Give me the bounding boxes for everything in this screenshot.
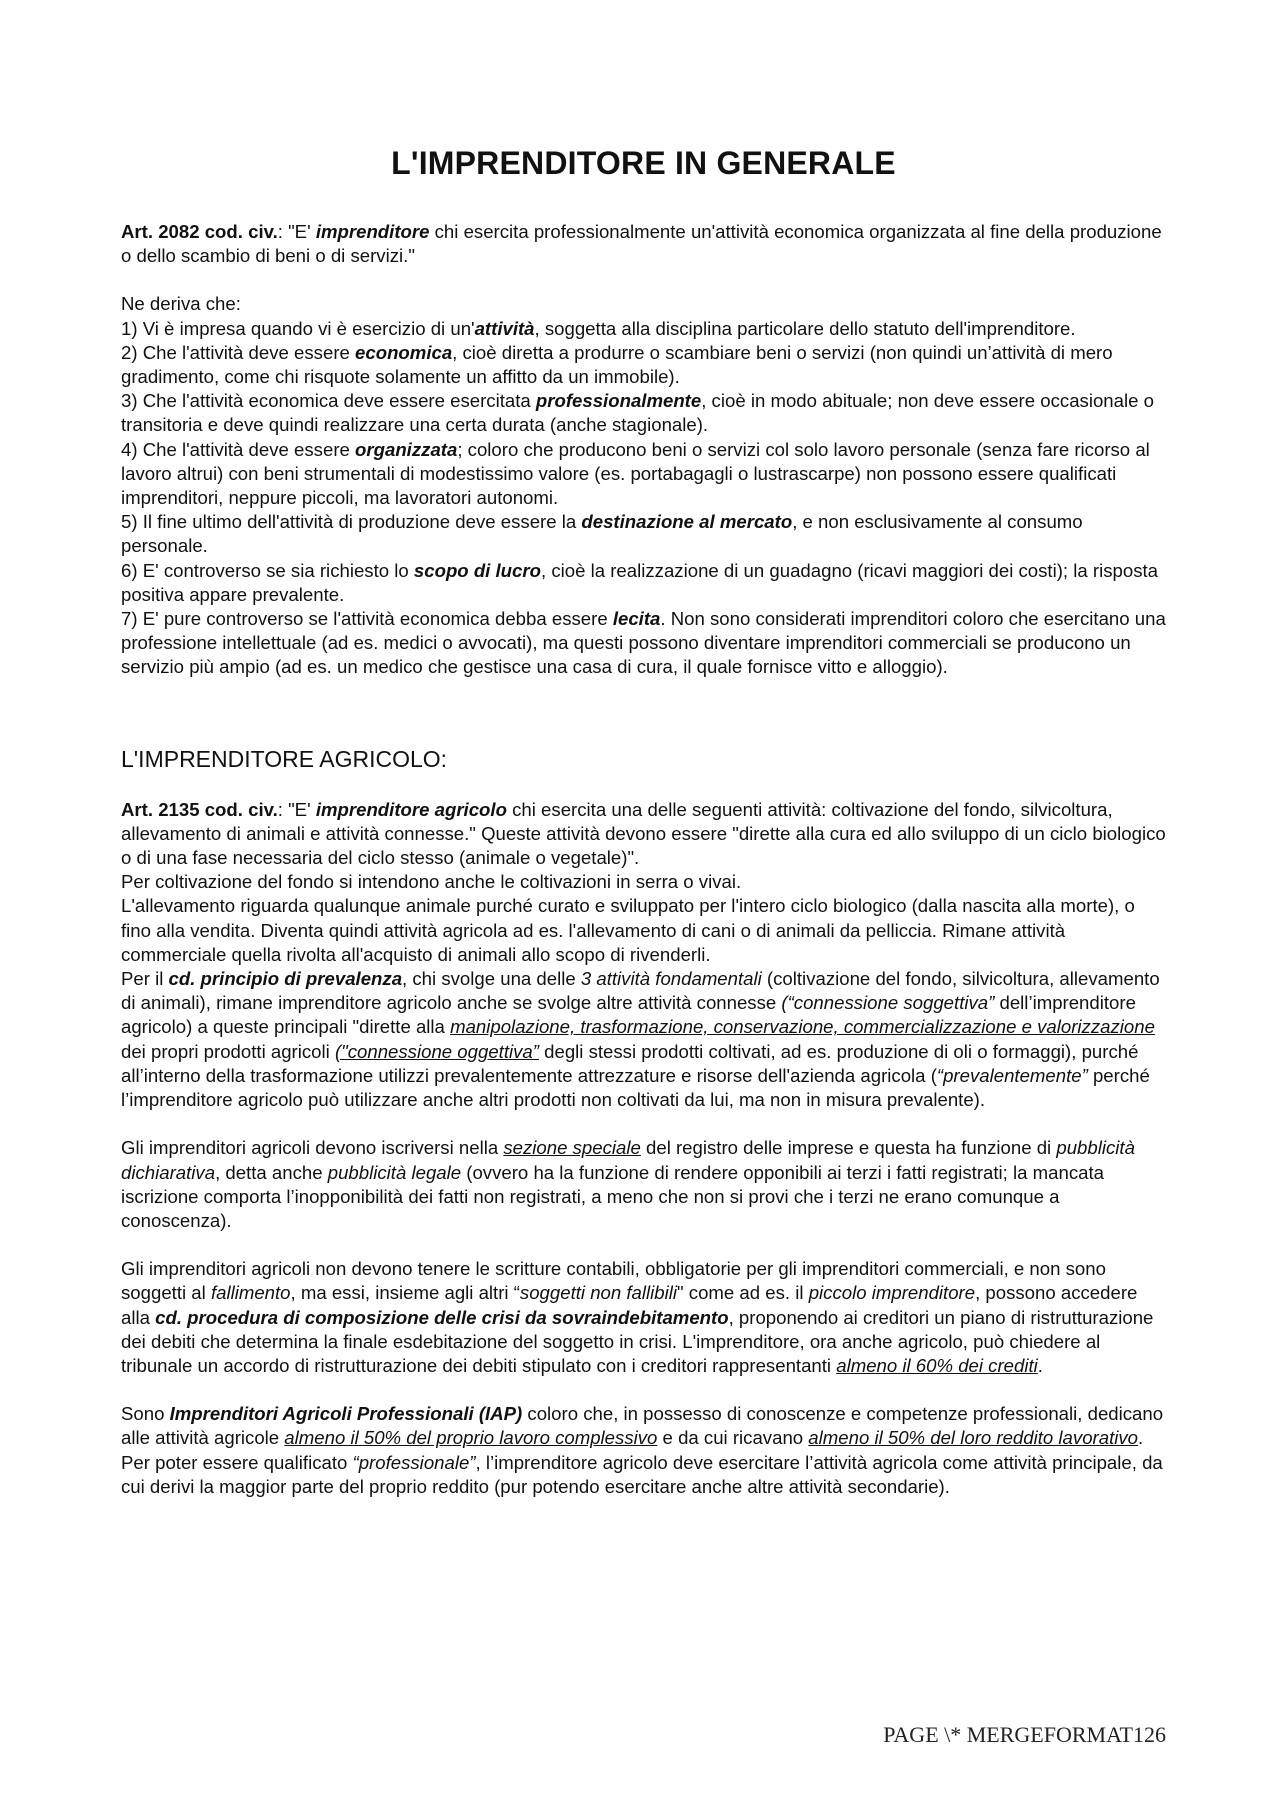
key-term: scopo di lucro bbox=[413, 559, 541, 581]
text: , possono accedere alla bbox=[121, 1282, 1138, 1328]
underlined-term: almeno il 50% del loro reddito lavorativo bbox=[808, 1427, 1138, 1449]
key-term: professionalmente bbox=[535, 390, 702, 412]
section-title: L'IMPRENDITORE AGRICOLO: bbox=[121, 745, 448, 772]
key-term: economica bbox=[355, 341, 453, 363]
key-term: imprenditore bbox=[315, 221, 430, 242]
text: . Non sono considerati imprenditori coloro che esercitano una professione intellettuale (ad es. medici o avvocati), ma questi possono diventare imprenditori commerciali se producono un servizio più ampio (ad es. un medico che gestisce una casa di cura, il quale fornisce vitto e alloggio). bbox=[121, 608, 1166, 678]
text: , cioè la realizzazione di un guadagno (ricavi maggiori dei costi); la risposta positiva appare prevalente. bbox=[121, 559, 1158, 605]
paragraph-art-2135 bbox=[121, 798, 1166, 871]
text: 1) Vi è impresa quando vi è esercizio di un' bbox=[121, 317, 475, 339]
text: ; coloro che producono beni o servizi col solo lavoro personale (senza fare ricorso al lavoro altrui) con beni strumentali di modestissimo valore (es. portabagagli o lustrascarpe) non possono essere qualificati imprenditori, neppure piccoli, ma lavoratori autonomi. bbox=[121, 438, 1150, 509]
text: 6) E' controverso se sia richiesto lo bbox=[121, 559, 414, 581]
key-term: Imprenditori Agricoli Professionali (IAP) bbox=[169, 1403, 523, 1425]
key-term: imprenditore agricolo bbox=[315, 798, 507, 820]
article-ref: Art. 2082 cod. civ. bbox=[121, 221, 278, 242]
key-term: destinazione al mercato bbox=[581, 511, 793, 533]
text: 3) Che l'attività economica deve essere esercitata bbox=[121, 390, 536, 412]
underlined-term: almeno il 50% del proprio lavoro complessivo bbox=[284, 1427, 658, 1449]
list-item bbox=[121, 559, 1166, 607]
text: , cioè in modo abituale; non deve essere occasionale o transitoria e deve quindi realizzare una certa durata (anche stagionale). bbox=[121, 390, 1154, 436]
text: , proponendo ai creditori un piano di ristrutturazione dei debiti che determina la finale esdebitazione del soggetto in crisi. L'imprenditore, ora anche agricolo, può chiedere al tribunale un accordo di ristrutturazione dei debiti stipulato con i creditori rappresentanti bbox=[121, 1306, 1154, 1376]
italic-term: piccolo imprenditore bbox=[808, 1282, 976, 1304]
list-item bbox=[121, 438, 1166, 511]
italic-term: fallimento bbox=[210, 1282, 291, 1304]
text: 7) E' pure controverso se l'attività economica debba essere bbox=[121, 608, 613, 630]
text: 5) Il fine ultimo dell'attività di produzione deve essere la bbox=[121, 511, 582, 533]
paragraph-iap bbox=[121, 1402, 1166, 1499]
spacer bbox=[121, 1378, 1166, 1402]
text: , detta anche bbox=[215, 1161, 328, 1183]
italic-term: (“connessione soggettiva” bbox=[781, 992, 995, 1014]
list-item bbox=[121, 341, 1166, 389]
list-item bbox=[121, 317, 1166, 341]
text: 4) Che l'attività deve essere bbox=[121, 438, 356, 460]
text: : "E' bbox=[277, 798, 316, 820]
paragraph-prevalenza bbox=[121, 967, 1166, 1112]
text: e da cui ricavano bbox=[657, 1427, 809, 1449]
list-item bbox=[121, 389, 1166, 437]
text: . Per poter essere qualificato bbox=[121, 1427, 1144, 1473]
text: degli stessi prodotti coltivati, ad es. produzione di oli o formaggi), purché all’interno della trasformazione utilizzi prevalentemente attrezzature e risorse dell'azienda agricola ( bbox=[121, 1040, 1139, 1086]
key-term: attività bbox=[474, 317, 535, 339]
underlined-term: ("connessione oggettiva” bbox=[334, 1040, 539, 1062]
text: , soggetta alla disciplina particolare dello statuto dell'imprenditore. bbox=[534, 317, 1076, 339]
text: " come ad es. il bbox=[677, 1282, 809, 1304]
spacer bbox=[121, 1233, 1166, 1257]
article-ref: Art. 2135 cod. civ. bbox=[121, 798, 278, 820]
paragraph-art-2082 bbox=[121, 220, 1166, 268]
text: , e non esclusivamente al consumo personale. bbox=[121, 511, 1083, 557]
italic-term: pubblicità dichiarativa bbox=[121, 1137, 1135, 1183]
italic-term: soggetti non fallibili bbox=[519, 1282, 678, 1304]
italic-term: “professionale” bbox=[352, 1451, 476, 1473]
underlined-term: manipolazione, trasformazione, conservazione, commercializzazione e valorizzazione bbox=[450, 1016, 1155, 1038]
key-term: organizzata bbox=[355, 438, 458, 460]
text: Per il bbox=[121, 968, 169, 990]
text: , cioè diretta a produrre o scambiare beni o servizi (non quindi un’attività di mero gradimento, come chi risquote solamente un affitto da un immobile). bbox=[121, 341, 1113, 388]
list-item bbox=[121, 510, 1166, 558]
text: . bbox=[1037, 1354, 1043, 1376]
page-footer: PAGE \* MERGEFORMAT126 bbox=[883, 1722, 1166, 1747]
intro-line: Ne deriva che: bbox=[121, 293, 241, 315]
italic-term: pubblicità legale bbox=[327, 1161, 462, 1183]
key-term: lecita bbox=[612, 608, 661, 630]
text: Gli imprenditori agricoli devono iscriversi nella bbox=[121, 1137, 504, 1159]
key-term: cd. procedura di composizione delle crisi da sovraindebitamento bbox=[155, 1306, 729, 1328]
text: chi esercita professionalmente un'attività economica organizzata al fine della produzione o dello scambio di beni o di servizi." bbox=[121, 221, 1162, 267]
underlined-term: sezione speciale bbox=[503, 1137, 641, 1159]
key-term: cd. principio di prevalenza bbox=[168, 968, 403, 990]
text: perché l’imprenditore agricolo può utilizzare anche altri prodotti non coltivati da lui, ma non in misura prevalente). bbox=[121, 1064, 1150, 1111]
text: coloro che, in possesso di conoscenze e competenze professionali, dedicano alle attività agricole bbox=[121, 1403, 1164, 1449]
text: 2) Che l'attività deve essere bbox=[121, 341, 356, 363]
paragraph-registro bbox=[121, 1136, 1166, 1233]
text: chi esercita una delle seguenti attività: coltivazione del fondo, silvicoltura, allevamento di animali e attività connesse." Queste attività devono essere "dirette alla cura ed allo sviluppo di un ciclo biologico o di una fase necessaria del ciclo stesso (animale o vegetale)". bbox=[121, 798, 1166, 869]
text: : "E' bbox=[277, 221, 316, 242]
page-title: L'IMPRENDITORE IN GENERALE bbox=[391, 145, 896, 181]
italic-term: “prevalentemente” bbox=[936, 1064, 1088, 1086]
text: , chi svolge una delle bbox=[402, 968, 581, 990]
text: del registro delle imprese e questa ha funzione di bbox=[640, 1137, 1057, 1159]
text: (coltivazione del fondo, silvicoltura, allevamento di animali), rimane imprenditore agricolo anche se svolge altre attività connesse bbox=[121, 968, 1160, 1014]
spacer bbox=[121, 1112, 1166, 1136]
paragraph-line: Per coltivazione del fondo si intendono anche le coltivazioni in serra o vivai. bbox=[121, 871, 742, 893]
document-body bbox=[121, 145, 1166, 1499]
text: dei propri prodotti agricoli bbox=[121, 1040, 335, 1062]
text: , ma essi, insieme agli altri “ bbox=[290, 1282, 520, 1304]
underlined-term: almeno il 60% dei crediti bbox=[836, 1354, 1038, 1376]
text: Gli imprenditori agricoli non devono tenere le scritture contabili, obbligatorie per gli imprenditori commerciali, e non sono soggetti al bbox=[121, 1258, 1106, 1304]
text: Sono bbox=[121, 1403, 170, 1425]
italic-term: 3 attività fondamentali bbox=[580, 968, 762, 990]
text: dell’imprenditore agricolo) a queste principali "dirette alla bbox=[121, 992, 1136, 1038]
spacer bbox=[121, 268, 1166, 292]
text: (ovvero ha la funzione di rendere opponibili ai terzi i fatti registrati; la mancata iscrizione comporta l’inopponibilità dei fatti non registrati, a meno che non si provi che i terzi ne erano comunque a conoscenza). bbox=[121, 1161, 1104, 1231]
list-item bbox=[121, 607, 1166, 680]
paragraph-line: L'allevamento riguarda qualunque animale purché curato e sviluppato per l'intero ciclo biologico (dalla nascita alla morte), o fino alla vendita. Diventa quindi attività agricola ad es. l'allevamento di cani o di animali da pelliccia. Rimane attività commerciale quella rivolta all'acquisto di animali allo scopo di rivenderli. bbox=[121, 895, 1135, 965]
spacer bbox=[121, 680, 1166, 744]
text: , l’imprenditore agricolo deve esercitare l’attività agricola come attività principale, da cui derivi la maggior parte del proprio reddito (pur potendo esercitare anche altre attività secondarie). bbox=[121, 1451, 1163, 1497]
paragraph-scritture bbox=[121, 1257, 1166, 1378]
